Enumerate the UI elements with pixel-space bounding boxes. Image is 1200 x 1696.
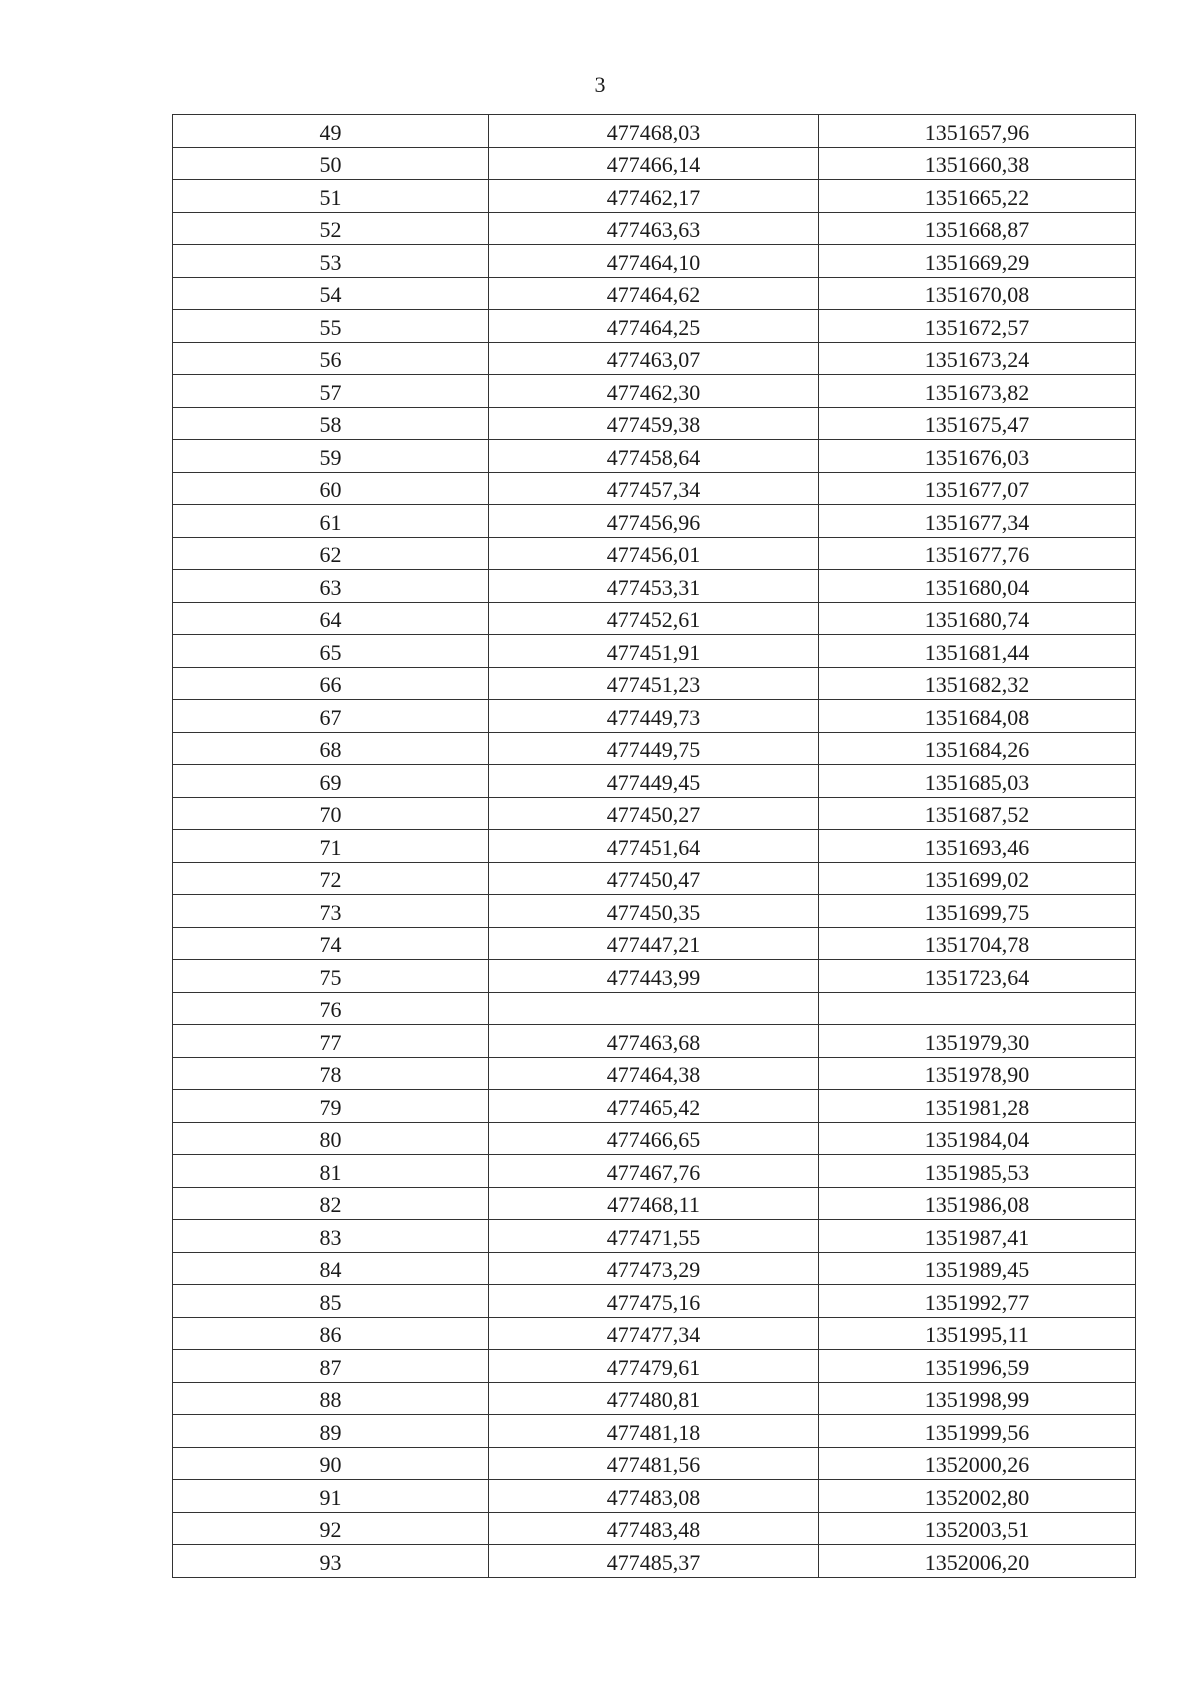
point-number-cell: 54	[173, 277, 489, 310]
y-coordinate-cell: 1351677,76	[819, 537, 1136, 570]
table-row	[173, 115, 1136, 148]
x-coordinate-cell: 477485,37	[489, 1545, 819, 1578]
table-row	[173, 537, 1136, 570]
table-row	[173, 1187, 1136, 1220]
point-number-cell: 59	[173, 440, 489, 473]
x-coordinate-cell: 477475,16	[489, 1285, 819, 1318]
x-coordinate-cell: 477451,64	[489, 830, 819, 863]
table-row	[173, 992, 1136, 1025]
point-number-cell: 66	[173, 667, 489, 700]
point-number-cell: 52	[173, 212, 489, 245]
y-coordinate-cell: 1351996,59	[819, 1350, 1136, 1383]
x-coordinate-cell: 477449,45	[489, 765, 819, 798]
x-coordinate-cell: 477463,07	[489, 342, 819, 375]
table-row	[173, 1155, 1136, 1188]
y-coordinate-cell: 1351687,52	[819, 797, 1136, 830]
table-row	[173, 375, 1136, 408]
x-coordinate-cell: 477466,65	[489, 1122, 819, 1155]
point-number-cell: 49	[173, 115, 489, 148]
y-coordinate-cell: 1351672,57	[819, 310, 1136, 343]
point-number-cell: 69	[173, 765, 489, 798]
y-coordinate-cell: 1351676,03	[819, 440, 1136, 473]
y-coordinate-cell: 1351680,74	[819, 602, 1136, 635]
y-coordinate-cell: 1351677,07	[819, 472, 1136, 505]
y-coordinate-cell: 1351699,75	[819, 895, 1136, 928]
table-row	[173, 1382, 1136, 1415]
y-coordinate-cell: 1351699,02	[819, 862, 1136, 895]
y-coordinate-cell: 1352000,26	[819, 1447, 1136, 1480]
x-coordinate-cell: 477457,34	[489, 472, 819, 505]
y-coordinate-cell: 1352003,51	[819, 1512, 1136, 1545]
y-coordinate-cell: 1351657,96	[819, 115, 1136, 148]
y-coordinate-cell: 1351675,47	[819, 407, 1136, 440]
table-row	[173, 1122, 1136, 1155]
x-coordinate-cell: 477466,14	[489, 147, 819, 180]
table-row	[173, 1350, 1136, 1383]
y-coordinate-cell: 1351669,29	[819, 245, 1136, 278]
point-number-cell: 81	[173, 1155, 489, 1188]
y-coordinate-cell: 1351987,41	[819, 1220, 1136, 1253]
y-coordinate-cell: 1351673,82	[819, 375, 1136, 408]
point-number-cell: 57	[173, 375, 489, 408]
y-coordinate-cell: 1351680,04	[819, 570, 1136, 603]
x-coordinate-cell: 477449,75	[489, 732, 819, 765]
point-number-cell: 60	[173, 472, 489, 505]
point-number-cell: 67	[173, 700, 489, 733]
point-number-cell: 84	[173, 1252, 489, 1285]
table-row	[173, 1447, 1136, 1480]
y-coordinate-cell: 1351979,30	[819, 1025, 1136, 1058]
x-coordinate-cell: 477450,47	[489, 862, 819, 895]
table-row	[173, 700, 1136, 733]
y-coordinate-cell: 1351684,26	[819, 732, 1136, 765]
table-row	[173, 1057, 1136, 1090]
table-row	[173, 570, 1136, 603]
x-coordinate-cell: 477443,99	[489, 960, 819, 993]
y-coordinate-cell: 1351978,90	[819, 1057, 1136, 1090]
x-coordinate-cell: 477449,73	[489, 700, 819, 733]
x-coordinate-cell: 477477,34	[489, 1317, 819, 1350]
point-number-cell: 91	[173, 1480, 489, 1513]
point-number-cell: 62	[173, 537, 489, 570]
point-number-cell: 56	[173, 342, 489, 375]
point-number-cell: 72	[173, 862, 489, 895]
x-coordinate-cell: 477464,10	[489, 245, 819, 278]
y-coordinate-cell: 1352002,80	[819, 1480, 1136, 1513]
point-number-cell: 73	[173, 895, 489, 928]
y-coordinate-cell: 1351723,64	[819, 960, 1136, 993]
table-row	[173, 147, 1136, 180]
y-coordinate-cell: 1351668,87	[819, 212, 1136, 245]
y-coordinate-cell: 1351995,11	[819, 1317, 1136, 1350]
table-row	[173, 797, 1136, 830]
point-number-cell: 70	[173, 797, 489, 830]
y-coordinate-cell: 1351665,22	[819, 180, 1136, 213]
point-number-cell: 50	[173, 147, 489, 180]
table-row	[173, 472, 1136, 505]
x-coordinate-cell: 477473,29	[489, 1252, 819, 1285]
y-coordinate-cell: 1351670,08	[819, 277, 1136, 310]
y-coordinate-cell: 1351682,32	[819, 667, 1136, 700]
table-row	[173, 1545, 1136, 1578]
y-coordinate-cell: 1351985,53	[819, 1155, 1136, 1188]
table-row	[173, 895, 1136, 928]
table-row	[173, 667, 1136, 700]
table-row	[173, 310, 1136, 343]
x-coordinate-cell: 477483,08	[489, 1480, 819, 1513]
table-row	[173, 1317, 1136, 1350]
x-coordinate-cell: 477450,27	[489, 797, 819, 830]
table-row	[173, 927, 1136, 960]
table-row	[173, 635, 1136, 668]
x-coordinate-cell: 477458,64	[489, 440, 819, 473]
y-coordinate-cell: 1351986,08	[819, 1187, 1136, 1220]
point-number-cell: 64	[173, 602, 489, 635]
point-number-cell: 89	[173, 1415, 489, 1448]
y-coordinate-cell: 1351984,04	[819, 1122, 1136, 1155]
x-coordinate-cell: 477464,62	[489, 277, 819, 310]
y-coordinate-cell: 1351998,99	[819, 1382, 1136, 1415]
table-row	[173, 732, 1136, 765]
point-number-cell: 65	[173, 635, 489, 668]
table-row	[173, 212, 1136, 245]
table-row	[173, 1252, 1136, 1285]
x-coordinate-cell: 477465,42	[489, 1090, 819, 1123]
point-number-cell: 83	[173, 1220, 489, 1253]
y-coordinate-cell: 1351999,56	[819, 1415, 1136, 1448]
x-coordinate-cell	[489, 992, 819, 1025]
table-row	[173, 1415, 1136, 1448]
x-coordinate-cell: 477464,38	[489, 1057, 819, 1090]
x-coordinate-cell: 477456,96	[489, 505, 819, 538]
x-coordinate-cell: 477467,76	[489, 1155, 819, 1188]
table-row	[173, 1480, 1136, 1513]
point-number-cell: 86	[173, 1317, 489, 1350]
table-row	[173, 505, 1136, 538]
point-number-cell: 93	[173, 1545, 489, 1578]
x-coordinate-cell: 477481,56	[489, 1447, 819, 1480]
table-row	[173, 1285, 1136, 1318]
table-row	[173, 862, 1136, 895]
x-coordinate-cell: 477483,48	[489, 1512, 819, 1545]
table-row	[173, 960, 1136, 993]
point-number-cell: 58	[173, 407, 489, 440]
y-coordinate-cell: 1351989,45	[819, 1252, 1136, 1285]
point-number-cell: 76	[173, 992, 489, 1025]
y-coordinate-cell: 1351992,77	[819, 1285, 1136, 1318]
point-number-cell: 78	[173, 1057, 489, 1090]
y-coordinate-cell: 1352006,20	[819, 1545, 1136, 1578]
x-coordinate-cell: 477452,61	[489, 602, 819, 635]
x-coordinate-cell: 477451,23	[489, 667, 819, 700]
point-number-cell: 77	[173, 1025, 489, 1058]
x-coordinate-cell: 477464,25	[489, 310, 819, 343]
x-coordinate-cell: 477479,61	[489, 1350, 819, 1383]
x-coordinate-cell: 477447,21	[489, 927, 819, 960]
table-row	[173, 1090, 1136, 1123]
coordinates-table	[172, 114, 1136, 1578]
table-row	[173, 1025, 1136, 1058]
point-number-cell: 79	[173, 1090, 489, 1123]
x-coordinate-cell: 477471,55	[489, 1220, 819, 1253]
y-coordinate-cell: 1351981,28	[819, 1090, 1136, 1123]
x-coordinate-cell: 477481,18	[489, 1415, 819, 1448]
x-coordinate-cell: 477459,38	[489, 407, 819, 440]
y-coordinate-cell	[819, 992, 1136, 1025]
point-number-cell: 51	[173, 180, 489, 213]
point-number-cell: 53	[173, 245, 489, 278]
table-row	[173, 765, 1136, 798]
point-number-cell: 55	[173, 310, 489, 343]
table-row	[173, 277, 1136, 310]
y-coordinate-cell: 1351693,46	[819, 830, 1136, 863]
x-coordinate-cell: 477456,01	[489, 537, 819, 570]
page-number: 3	[594, 72, 606, 97]
x-coordinate-cell: 477462,30	[489, 375, 819, 408]
x-coordinate-cell: 477463,68	[489, 1025, 819, 1058]
y-coordinate-cell: 1351660,38	[819, 147, 1136, 180]
point-number-cell: 80	[173, 1122, 489, 1155]
y-coordinate-cell: 1351673,24	[819, 342, 1136, 375]
y-coordinate-cell: 1351681,44	[819, 635, 1136, 668]
y-coordinate-cell: 1351685,03	[819, 765, 1136, 798]
point-number-cell: 61	[173, 505, 489, 538]
table-row	[173, 1220, 1136, 1253]
point-number-cell: 74	[173, 927, 489, 960]
table-row	[173, 830, 1136, 863]
x-coordinate-cell: 477468,03	[489, 115, 819, 148]
x-coordinate-cell: 477453,31	[489, 570, 819, 603]
point-number-cell: 75	[173, 960, 489, 993]
table-row	[173, 245, 1136, 278]
x-coordinate-cell: 477450,35	[489, 895, 819, 928]
point-number-cell: 88	[173, 1382, 489, 1415]
x-coordinate-cell: 477480,81	[489, 1382, 819, 1415]
y-coordinate-cell: 1351704,78	[819, 927, 1136, 960]
point-number-cell: 90	[173, 1447, 489, 1480]
y-coordinate-cell: 1351677,34	[819, 505, 1136, 538]
point-number-cell: 87	[173, 1350, 489, 1383]
coordinates-table-body	[173, 115, 1136, 1578]
y-coordinate-cell: 1351684,08	[819, 700, 1136, 733]
table-row	[173, 602, 1136, 635]
x-coordinate-cell: 477468,11	[489, 1187, 819, 1220]
point-number-cell: 85	[173, 1285, 489, 1318]
table-row	[173, 180, 1136, 213]
table-row	[173, 440, 1136, 473]
table-row	[173, 342, 1136, 375]
table-row	[173, 407, 1136, 440]
point-number-cell: 63	[173, 570, 489, 603]
point-number-cell: 82	[173, 1187, 489, 1220]
table-row	[173, 1512, 1136, 1545]
x-coordinate-cell: 477451,91	[489, 635, 819, 668]
point-number-cell: 71	[173, 830, 489, 863]
point-number-cell: 92	[173, 1512, 489, 1545]
x-coordinate-cell: 477462,17	[489, 180, 819, 213]
point-number-cell: 68	[173, 732, 489, 765]
x-coordinate-cell: 477463,63	[489, 212, 819, 245]
